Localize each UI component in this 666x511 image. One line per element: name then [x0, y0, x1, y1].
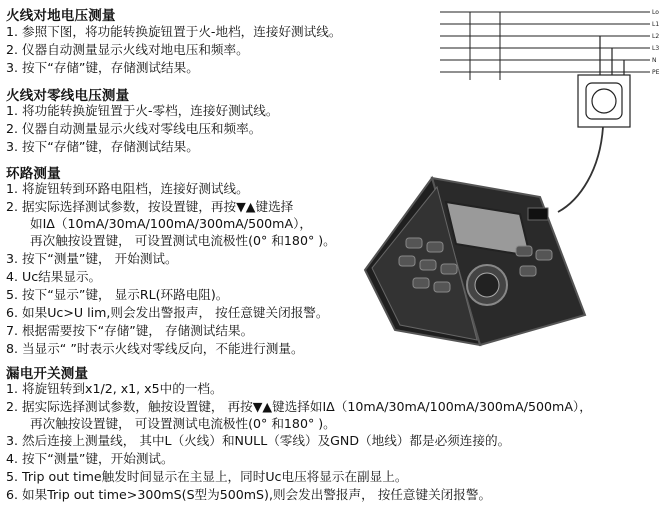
section-title-loop: 环路测量: [6, 166, 61, 182]
list-item: 4. Uc结果显示。: [6, 269, 102, 284]
list-item: 6. 如果Trip out time>300mS(S型为500mS),则会发出警报声， 按任意键关闭报警。: [6, 487, 492, 502]
supply-lines: [440, 12, 650, 80]
line-label: Lo: [652, 9, 659, 16]
list-item: 4. 按下“测量”键，开始测试。: [6, 451, 174, 466]
list-item: 7. 根据需要按下“存储”键， 存储测试结果。: [6, 323, 254, 338]
wall-socket: [578, 36, 630, 127]
list-item: 2. 仪器自动测量显示火线对零线电压和频率。: [6, 121, 262, 136]
list-item: 3. 按下“存储”键，存储测试结果。: [6, 60, 199, 75]
section-title-live-to-neutral: 火线对零线电压测量: [6, 88, 130, 104]
list-item: 2. 据实际选择测试参数，触按设置键， 再按▼▲键选择如IΔ（10mA/30mA/100mA/300mA/500mA），: [6, 399, 592, 414]
list-item: 1. 将旋钮转到x1/2, x1, x5中的一档。: [6, 381, 223, 396]
list-item: 5. 按下“显示”键， 显示RL(环路电阻)。: [6, 287, 229, 302]
list-item: 1. 将旋钮转到环路电阻档，连接好测试线。: [6, 181, 249, 196]
list-item: 如IΔ（10mA/30mA/100mA/300mA/500mA），: [30, 216, 312, 231]
list-item: 1. 参照下图，将功能转换旋钮置于火-地档，连接好测试线。: [6, 24, 342, 39]
line-label: PE: [652, 69, 660, 76]
list-item: 2. 据实际选择测试参数，按设置键，再按▼▲键选择: [6, 199, 294, 214]
line-label: N: [652, 57, 657, 64]
section-title-live-to-ground: 火线对地电压测量: [6, 8, 116, 24]
multifunction-tester-icon: [365, 178, 585, 345]
line-label: L1: [652, 21, 660, 28]
list-item: 5. Trip out time触发时间显示在主显上，同时Uc电压将显示在副显上。: [6, 469, 408, 484]
test-cable: [558, 127, 603, 212]
list-item: 再次触按设置键， 可设置测试电流极性(0° 和180° )。: [30, 233, 336, 248]
line-labels: [652, 9, 660, 76]
section-title-rcd: 漏电开关测量: [6, 366, 89, 382]
list-item: 再次触按设置键， 可设置测试电流极性(0° 和180° )。: [30, 416, 336, 431]
list-item: 1. 将功能转换旋钮置于火-零档，连接好测试线。: [6, 103, 279, 118]
list-item: 6. 如果Uc>U lim,则会发出警报声， 按任意键关闭报警。: [6, 305, 329, 320]
list-item: 3. 然后连接上测量线， 其中L（火线）和NULL（零线）及GND（地线）都是必须连接的。: [6, 433, 511, 448]
list-item: 8. 当显示“ ”时表示火线对零线反向，不能进行测量。: [6, 341, 304, 356]
list-item: 3. 按下“测量”键， 开始测试。: [6, 251, 178, 266]
list-item: 3. 按下“存储”键，存储测试结果。: [6, 139, 199, 154]
list-item: 2. 仪器自动测量显示火线对地电压和频率。: [6, 42, 249, 57]
cable-port: [528, 208, 548, 220]
line-label: L2: [652, 33, 660, 40]
line-label: L3: [652, 45, 660, 52]
